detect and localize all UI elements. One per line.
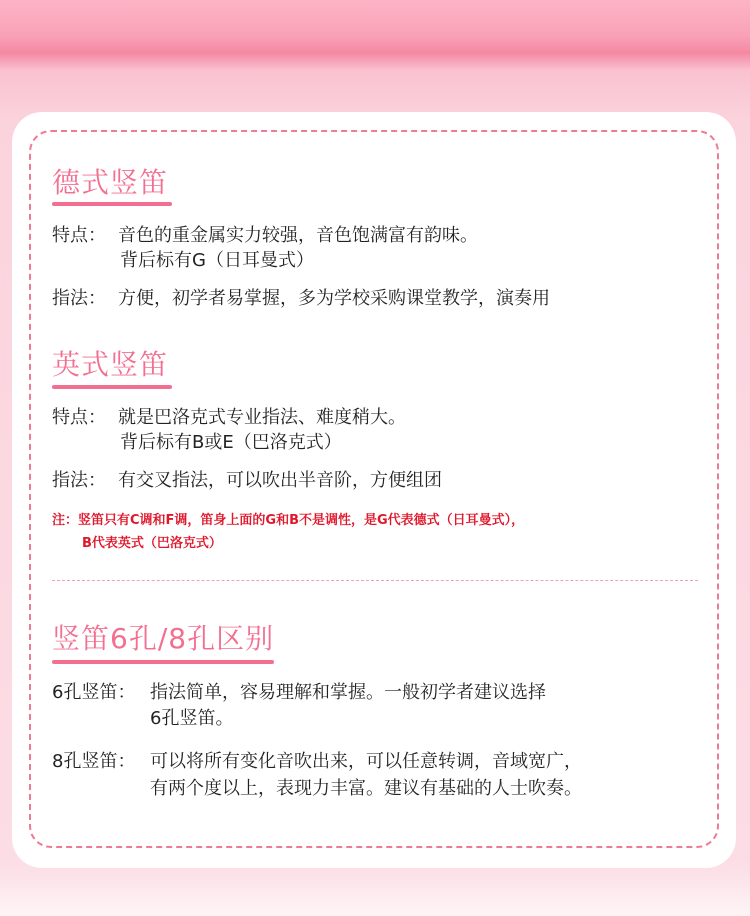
bottom-background: [0, 876, 750, 916]
features-text-continued: 背后标有B或E（巴洛克式）: [120, 432, 342, 453]
six-hole-text-continued: 6孔竖笛。: [150, 708, 234, 729]
six-hole-text: 指法简单，容易理解和掌握。一般初学者建议选择: [150, 682, 546, 703]
dashed-divider: [52, 580, 698, 581]
top-banner: [0, 0, 750, 52]
fingering-text: 有交叉指法，可以吹出半音阶，方便组团: [118, 470, 442, 491]
note-line-continued: B代表英式（巴洛克式）: [82, 536, 222, 551]
section-heading-holes: 竖笛6孔/8孔区别: [52, 622, 275, 655]
fingering-label: 指法：: [52, 470, 106, 491]
features-label: 特点：: [52, 225, 106, 246]
fingering-label: 指法：: [52, 288, 106, 309]
heading-underline: [52, 385, 172, 389]
note-line: 注：竖笛只有C调和F调，笛身上面的G和B不是调性，是G代表德式（日耳曼式），: [52, 513, 525, 528]
features-label: 特点：: [52, 407, 106, 428]
section-heading-english: 英式竖笛: [52, 348, 169, 381]
features-text: 音色的重金属实力较强，音色饱满富有韵味。: [118, 225, 478, 246]
section-heading-german: 德式竖笛: [52, 166, 169, 199]
features-text: 就是巴洛克式专业指法、难度稍大。: [118, 407, 406, 428]
eight-hole-text-continued: 有两个度以上，表现力丰富。建议有基础的人士吹奏。: [150, 778, 582, 799]
heading-underline: [52, 202, 172, 206]
heading-underline: [52, 660, 274, 664]
eight-hole-text: 可以将所有变化音吹出来，可以任意转调，音域宽广，: [150, 751, 582, 772]
eight-hole-label: 8孔竖笛：: [52, 751, 136, 772]
features-text-continued: 背后标有G（日耳曼式）: [120, 250, 314, 271]
top-banner-shadow: [0, 52, 750, 70]
fingering-text: 方便，初学者易掌握，多为学校采购课堂教学，演奏用: [118, 288, 550, 309]
six-hole-label: 6孔竖笛：: [52, 682, 136, 703]
